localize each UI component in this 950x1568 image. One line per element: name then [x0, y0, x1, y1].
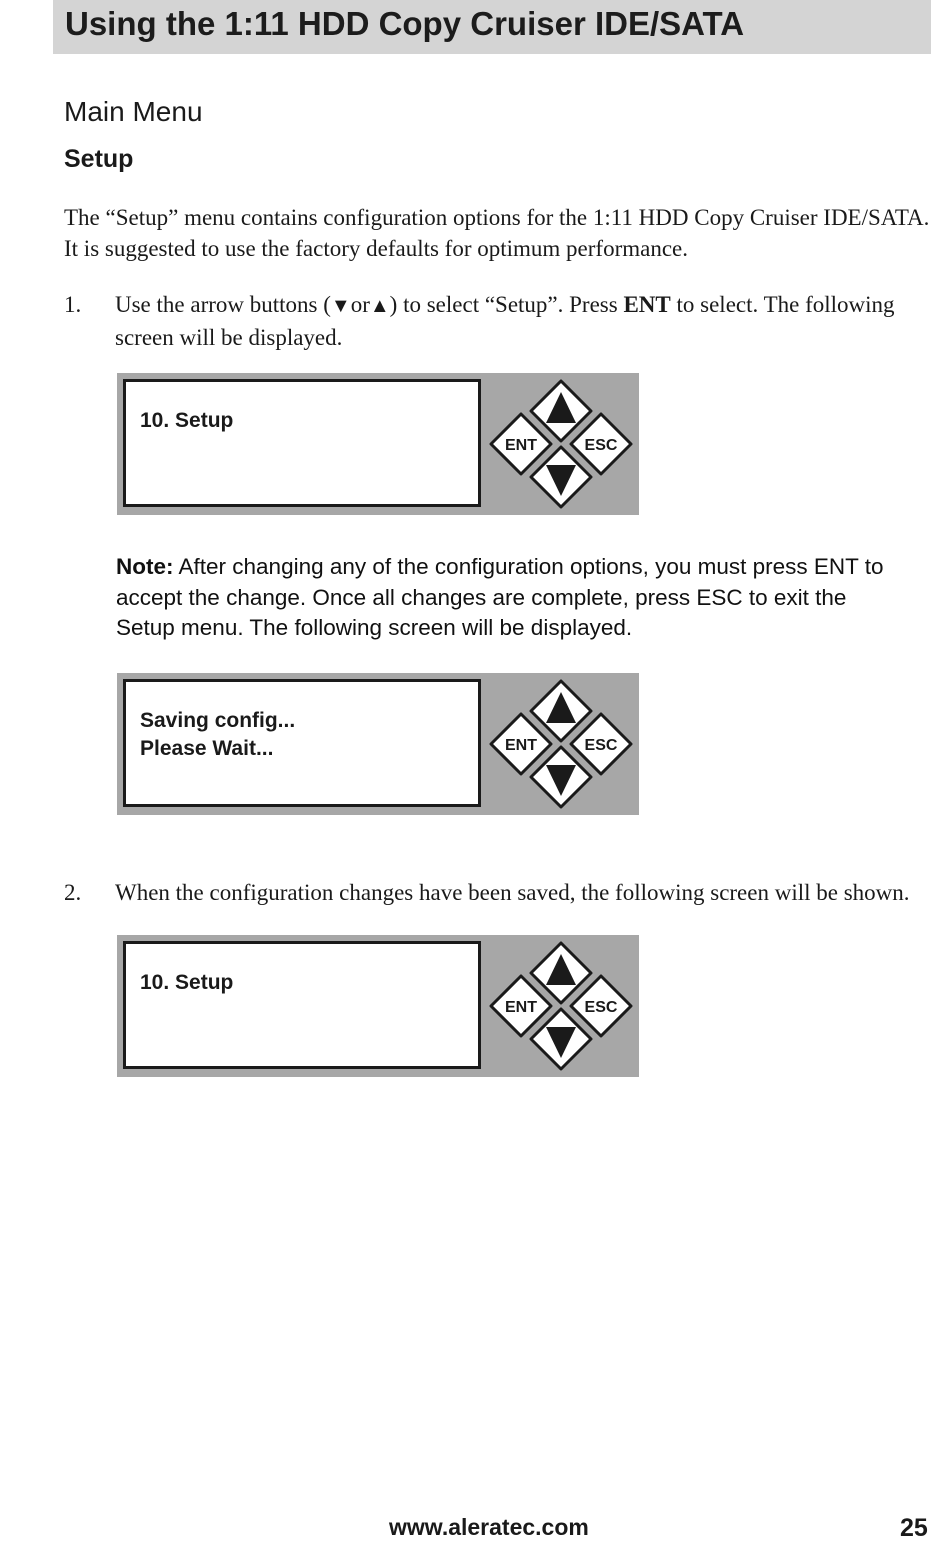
step-1-number: 1. [64, 292, 82, 317]
page-number: 25 [900, 1514, 928, 1542]
lcd-line-2: Please Wait... [140, 737, 274, 760]
keypad [487, 939, 635, 1073]
step-2-number: 2. [64, 880, 82, 905]
keypad [487, 377, 635, 511]
lcd-screen [123, 379, 481, 507]
lcd-line-1: 10. Setup [140, 971, 234, 994]
intro-paragraph: The “Setup” menu contains configuration options for the 1:11 HDD Copy Cruiser IDE/SATA. It is suggested to use the factory defaults for optimum performance. [64, 205, 930, 261]
ent-button-label: ENT [505, 999, 537, 1016]
up-arrow-icon: ▲ [369, 295, 390, 317]
lcd-line-1: 10. Setup [140, 409, 234, 432]
ent-button-label: ENT [505, 437, 537, 454]
page-header [53, 0, 931, 54]
lcd-panel-1 [117, 373, 639, 515]
step-1-text: Use the arrow buttons (▼or▲) to select “Setup”. Press ENT to select. The following screen will be displayed. [115, 292, 895, 350]
note-label: Note: [116, 554, 174, 579]
section-title: Main Menu [64, 96, 203, 127]
esc-button-label: ESC [584, 999, 618, 1016]
step-2-text: When the configuration changes have been saved, the following screen will be shown. [115, 880, 910, 905]
lcd-panel-2 [117, 673, 639, 815]
section-subtitle: Setup [64, 145, 134, 173]
down-arrow-icon: ▼ [330, 295, 351, 317]
note-paragraph: Note: After changing any of the configuration options, you must press ENT to accept the change. Once all changes are complete, press ESC to exit the Setup menu. The following screen will be displayed. [116, 554, 884, 640]
lcd-screen [123, 679, 481, 807]
esc-button-label: ESC [584, 737, 618, 754]
keypad [487, 677, 635, 811]
footer-url: www.aleratec.com [389, 1514, 589, 1540]
lcd-screen [123, 941, 481, 1069]
ent-key-label: ENT [623, 292, 671, 317]
page-title: Using the 1:11 HDD Copy Cruiser IDE/SATA [65, 5, 745, 42]
lcd-line-1: Saving config... [140, 709, 296, 732]
ent-button-label: ENT [505, 737, 537, 754]
esc-button-label: ESC [584, 437, 618, 454]
lcd-panel-3 [117, 935, 639, 1077]
